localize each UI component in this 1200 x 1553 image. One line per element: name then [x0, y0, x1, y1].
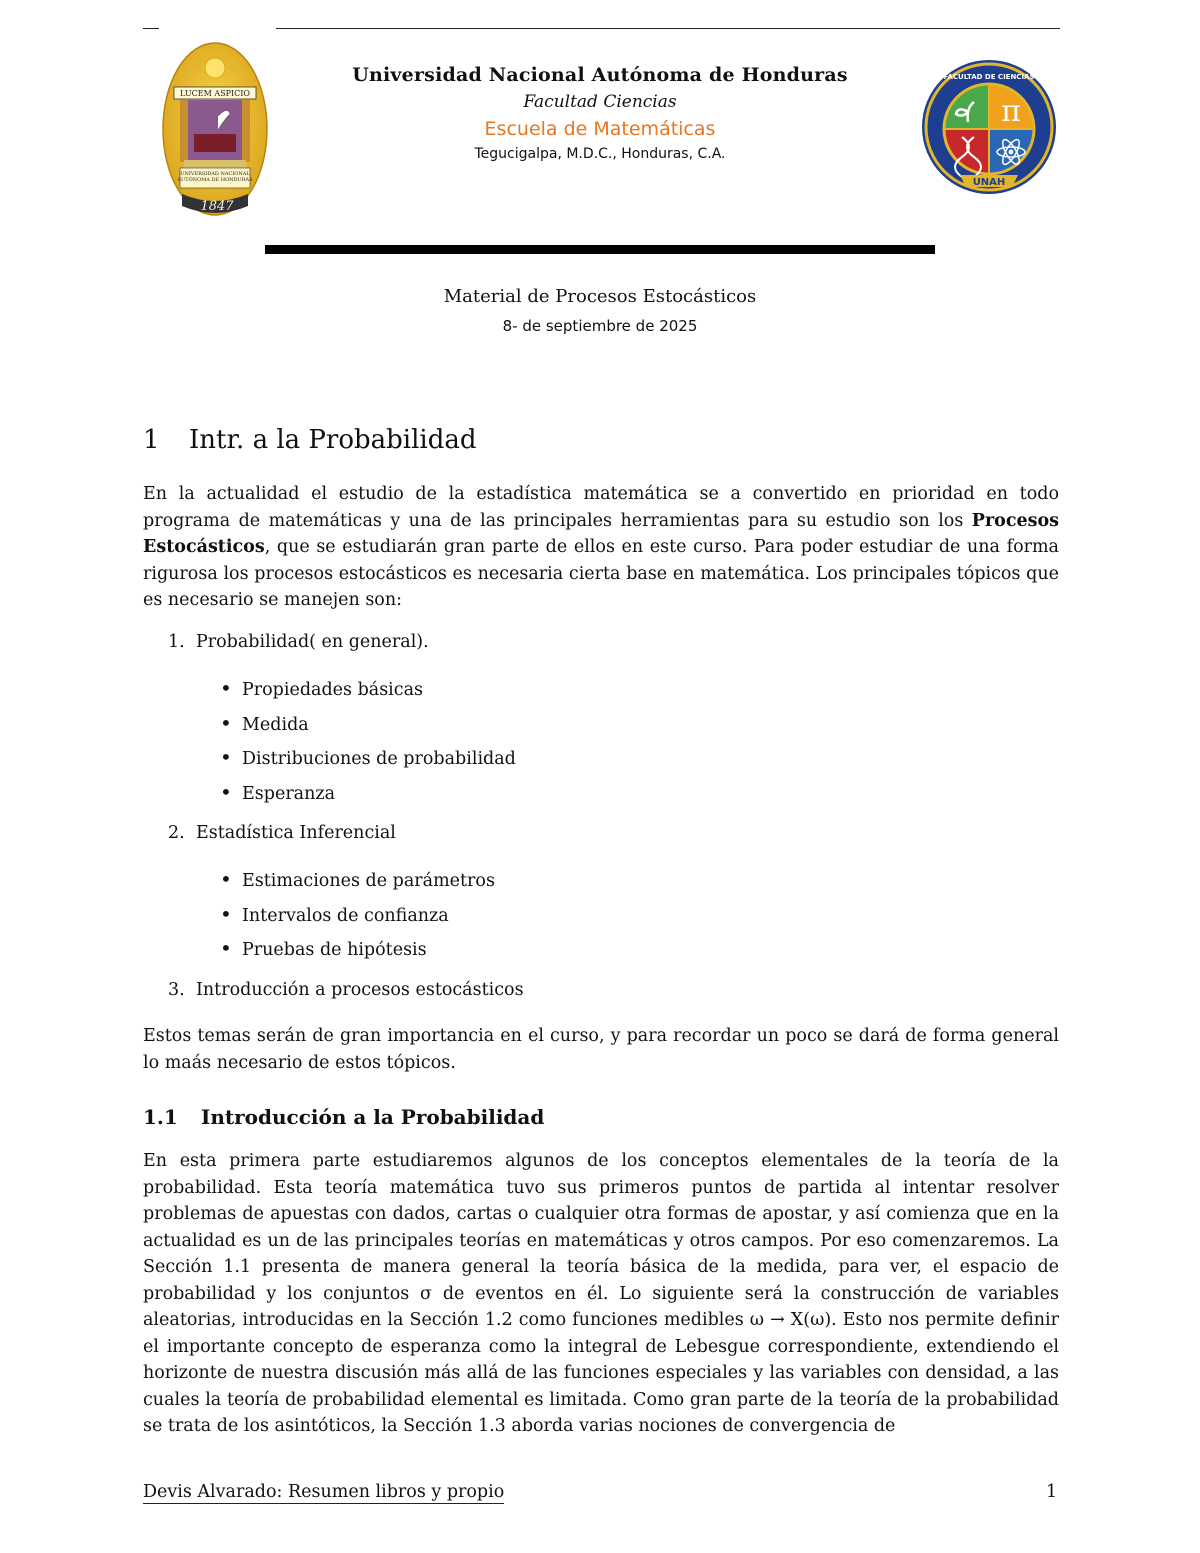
section-title: Intr. a la Probabilidad [189, 425, 477, 455]
seal-university-name-2: AUTÓNOMA DE HONDURAS [177, 177, 253, 183]
seal-university-name: UNIVERSIDAD NACIONAL [180, 171, 250, 177]
university-name: Universidad Nacional Autónoma de Honduras [352, 64, 848, 86]
section-heading [143, 425, 477, 455]
intro-text: En la actualidad el estudio de la estadística matemática se a convertido en prioridad en todo programa de matemáticas y una de las principales herramientas para su estudio son los [143, 484, 1059, 531]
topics-paragraph: Estos temas serán de gran importancia en el curso, y para recordar un poco se dará de forma general lo maás necesario de estos tópicos. [143, 1026, 1059, 1073]
header-divider [265, 245, 935, 254]
seal-motto: LUCEM ASPICIO [180, 89, 250, 98]
intro-paragraph [143, 481, 1059, 614]
list-item: • Pruebas de hipótesis [220, 931, 495, 966]
header-rule-long [276, 28, 1060, 29]
faculty-name: Facultad Ciencias [523, 92, 677, 112]
list-item: 3. Introducción a procesos estocásticos [168, 980, 524, 1000]
list-item: • Propiedades básicas [220, 671, 516, 706]
list-item: 1. Probabilidad( en general). [168, 632, 429, 652]
intro-bold-term: Procesos Estocásticos [143, 510, 1059, 557]
list-item: • Esperanza [220, 775, 516, 810]
location: Tegucigalpa, M.D.C., Honduras, C.A. [474, 146, 726, 162]
page-number: 1 [1046, 1482, 1058, 1502]
footer-author: Devis Alvarado: Resumen libros y propio [143, 1482, 505, 1502]
document-title: Material de Procesos Estocásticos [443, 286, 757, 307]
list-item: • Distribuciones de probabilidad [220, 740, 516, 775]
probability-paragraph: En esta primera parte estudiaremos algunos de los conceptos elementales de la teoría de la probabilidad. Esta teoría matemática tuvo sus primeros puntos de partida al intentar resolver problemas de apuestas con dados, cartas o cualquier otra formas de apostar, y así comienza que en la actualidad es un de las principales teorías en matemáticas y otros campos. Por eso comenzaremos. La Sección 1.1 presenta de manera general la teoría básica de la medida, para ver, el espacio de probabilidad y los conjuntos σ de eventos en él. Lo siguiente será la construcción de variables aleatorias, introducidas en la Sección 1.2 como funciones medibles ω → X(ω). Esto nos permite definir el importante concepto de esperanza como la integral de Lebesgue correspondiente, extendiendo el horizonte de nuestra discusión más allá de las funciones especiales y las variables con densidad, a las cuales la teoría de probabilidad elemental es limitada. Como gran parte de la teoría de la probabilidad se trata de los asintóticos, la Sección 1.3 aborda varias nociones de convergencia de [143, 1151, 1059, 1436]
list-item: 2. Estadística Inferencial [168, 823, 396, 843]
section-number: 1 [143, 425, 160, 455]
list-item: • Medida [220, 706, 516, 741]
faculty-seal-unah: UNAH [972, 177, 1006, 188]
subsection-heading [143, 1105, 544, 1129]
subsection-title: Introducción a la Probabilidad [201, 1105, 545, 1129]
subsection-number: 1.1 [143, 1105, 178, 1129]
sub-list [220, 671, 516, 809]
sub-list [220, 862, 495, 966]
list-item: • Intervalos de confianza [220, 897, 495, 932]
seal-year: 1847 [200, 199, 234, 214]
pi-icon: π [1001, 94, 1021, 129]
header-rule-short [143, 28, 159, 29]
intro-text-end: , que se estudiarán gran parte de ellos en este curso. Para poder estudiar de una forma rigurosa los procesos estocásticos es necesaria cierta base en matemática. Los principales tópicos que es necesario se manejen son: [143, 537, 1059, 610]
school-name: Escuela de Matemáticas [484, 118, 716, 140]
document-date: 8- de septiembre de 2025 [502, 317, 698, 335]
list-item: • Estimaciones de parámetros [220, 862, 495, 897]
faculty-seal-ring-text: FACULTAD DE CIENCIAS [943, 73, 1035, 81]
